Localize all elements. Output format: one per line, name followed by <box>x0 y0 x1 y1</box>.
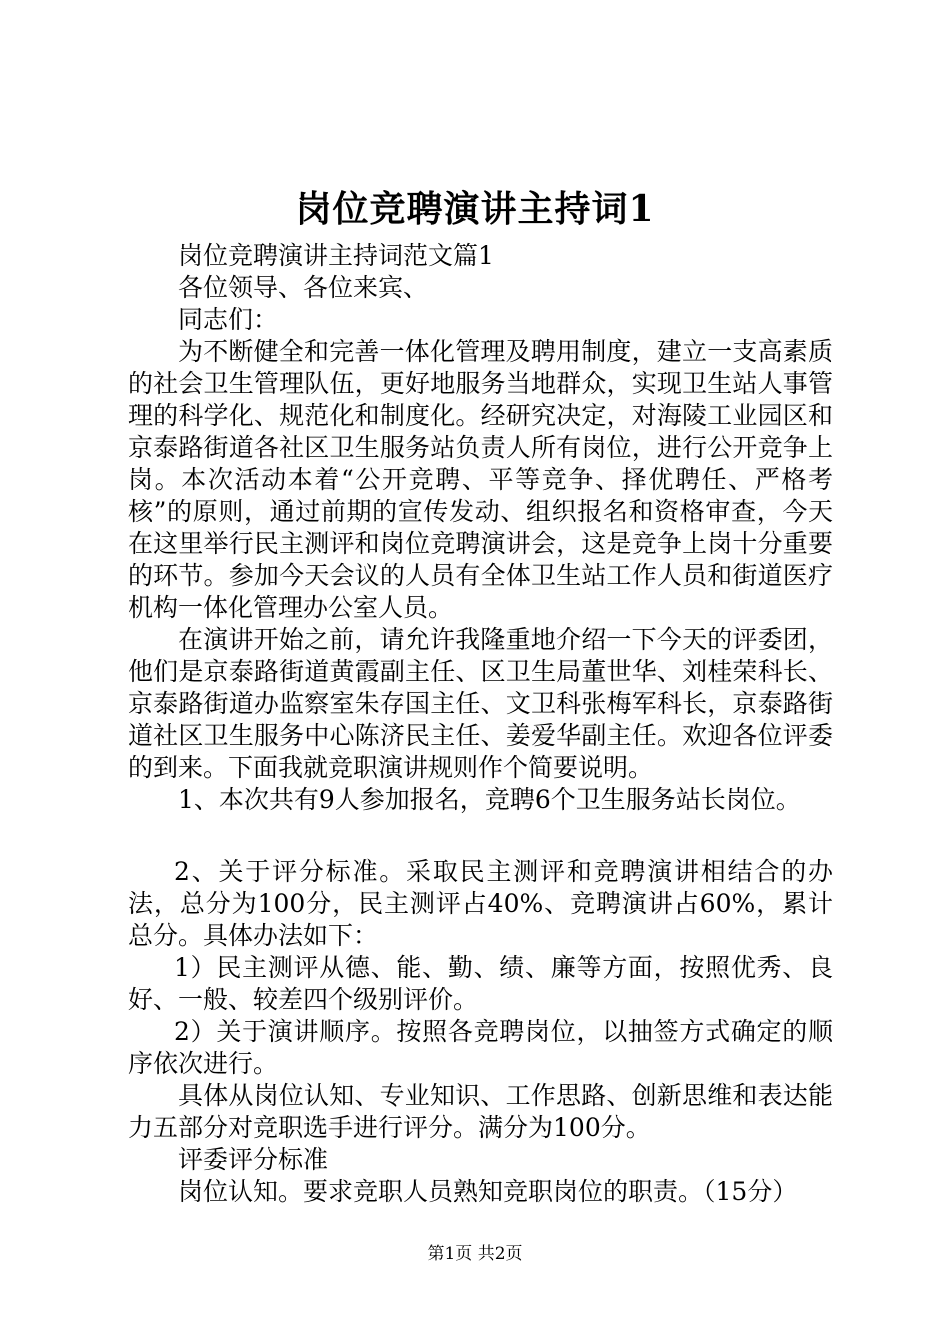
subtitle-paragraph: 岗位竞聘演讲主持词范文篇1 <box>178 241 494 270</box>
body-paragraph: 具体从岗位认知、专业知识、工作思路、创新思维和表达能力五部分对竞职选手进行评分。满分为100分。 <box>128 1081 833 1142</box>
greeting-paragraph: 同志们： <box>178 305 279 334</box>
body-paragraph: 岗位认知。要求竞职人员熟知竞职岗位的职责。（15分） <box>178 1177 798 1206</box>
document-title: 岗位竞聘演讲主持词1 <box>295 188 655 230</box>
body-paragraph: 在演讲开始之前，请允许我隆重地介绍一下今天的评委团，他们是京泰路街道黄霞副主任、区卫生局董世华、刘桂荣科长、京泰路街道办监察室朱存国主任、文卫科张梅军科长，京泰路街道社区卫生服务中心陈济民主任、姜爱华副主任。欢迎各位评委的到来。下面我就竞职演讲规则作个简要说明。 <box>128 625 833 782</box>
document-body <box>128 240 833 1208</box>
body-paragraph: 为不断健全和完善一体化管理及聘用制度，建立一支高素质的社会卫生管理队伍，更好地服务当地群众，实现卫生站人事管理的科学化、规范化和制度化。经研究决定，对海陵工业园区和京泰路街道各社区卫生服务站负责人所有岗位，进行公开竞争上岗。本次活动本着“公开竞聘、平等竞争、择优聘任、严格考核”的原则，通过前期的宣传发动、组织报名和资格审查，今天在这里举行民主测评和岗位竞聘演讲会，这是竞争上岗十分重要的环节。参加今天会议的人员有全体卫生站工作人员和街道医疗机构一体化管理办公室人员。 <box>128 337 833 622</box>
sub-item-paragraph: 1）民主测评从德、能、勤、绩、廉等方面，按照优秀、良好、一般、较差四个级别评价。 <box>128 953 833 1014</box>
rule-item-paragraph: 1、本次共有9人参加报名，竞聘6个卫生服务站长岗位。 <box>178 785 801 814</box>
section-heading: 评委评分标准 <box>178 1145 329 1174</box>
sub-item-paragraph: 2）关于演讲顺序。按照各竞聘岗位，以抽签方式确定的顺序依次进行。 <box>128 1017 833 1078</box>
greeting-paragraph: 各位领导、各位来宾、 <box>178 273 429 302</box>
page-footer: 第1页 共2页 <box>427 1244 523 1264</box>
rule-item-paragraph: 2、关于评分标准。采取民主测评和竞聘演讲相结合的办法，总分为100分，民主测评占40%、竞聘演讲占60%，累计总分。具体办法如下： <box>128 857 833 950</box>
paragraph-gap <box>128 816 833 856</box>
